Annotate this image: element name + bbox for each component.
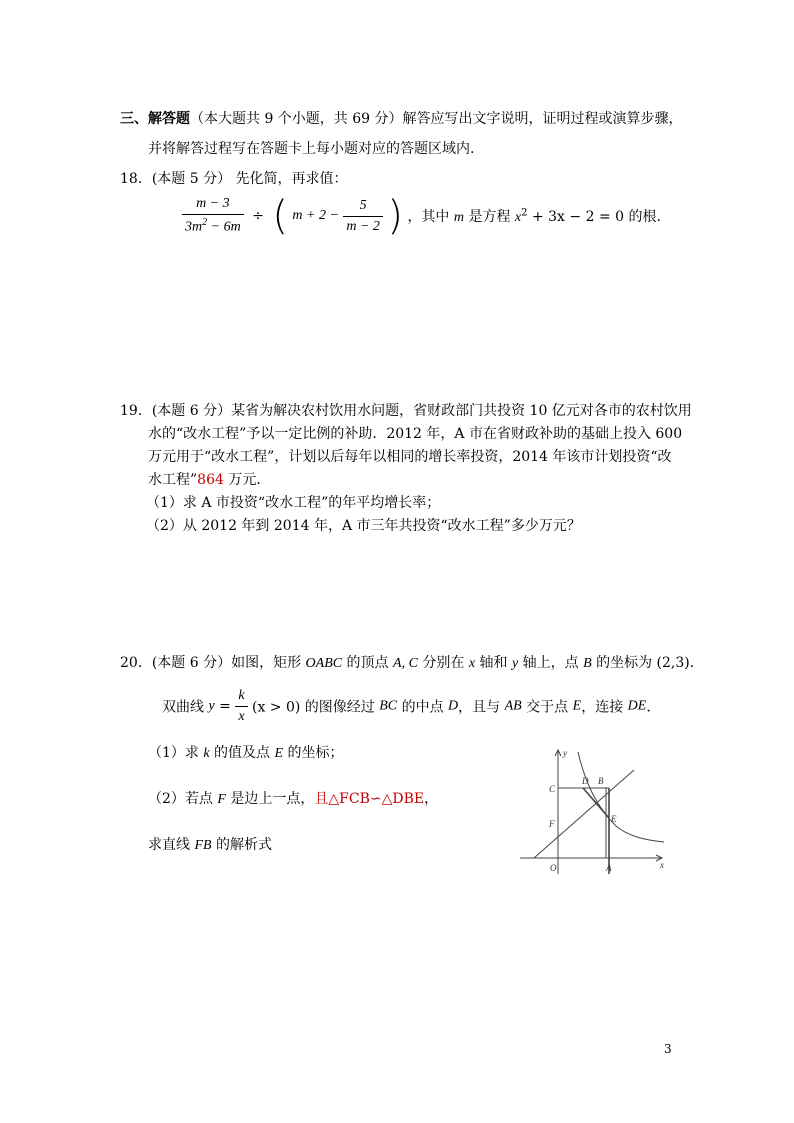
- q20-similarity-condition: 且△FCB∽△DBE: [314, 791, 425, 807]
- label-f: F: [549, 819, 555, 829]
- q18-fraction-1-denominator: $3m^2 - 6m$: [185, 217, 241, 235]
- q20-sub-1: （1）求 k 的值及点 E 的坐标；: [148, 745, 344, 761]
- q18-header: 18．(本题 5 分） 先化简，再求值：: [120, 171, 348, 187]
- q18-left-paren: (: [272, 193, 288, 239]
- q18-fraction-2-numerator: 5: [343, 198, 383, 217]
- segment-de: [583, 788, 609, 818]
- q19-line-1: 19．(本题 6 分）某省为解决农村饮用水问题，省财政部门共投资 10 亿元对各市的农村饮用: [120, 403, 692, 419]
- q19-line-3: 万元用于“改水工程”，计划以后每年以相同的增长率投资，2014 年该市计划投资“改: [148, 449, 672, 465]
- label-e: E: [611, 814, 617, 824]
- section-heading: 三、解答题: [120, 111, 190, 127]
- label-y: y: [563, 748, 567, 758]
- q20-line-1: 20．(本题 6 分）如图，矩形 OABC 的顶点 A, C 分别在 x 轴和 y 轴上，点 B 的坐标为 (2,3)．: [120, 655, 704, 671]
- q18-fraction-2-denominator: m − 2: [346, 218, 380, 234]
- section-intro-1: （本大题共 9 个小题，共 69 分）解答应写出文字说明，证明过程或演算步骤，: [190, 111, 683, 127]
- q19-amount-864: 864: [197, 472, 224, 488]
- q18-expression: [182, 193, 661, 239]
- q19-line-2: 水的“改水工程”予以一定比例的补助．2012 年，A 市在省财政补助的基础上投入 600: [148, 426, 683, 442]
- q19-sub-2: （2）从 2012 年到 2014 年，A 市三年共投资“改水工程”多少万元？: [146, 518, 581, 534]
- q20-figure: [516, 746, 672, 878]
- q18-divide-sign: ÷: [252, 208, 264, 224]
- section-intro-2: 并将解答过程写在答题卡上每小题对应的答题区域内.: [148, 141, 475, 157]
- section-heading-line: [120, 108, 683, 128]
- q18-m-plus-2: m + 2 −: [292, 208, 339, 223]
- label-d: D: [582, 776, 589, 786]
- q20-sub-2: （2）若点 F 是边上一点，且△FCB∽△DBE，: [148, 791, 439, 807]
- label-o: O: [550, 863, 557, 873]
- q18-right-paren: ): [387, 193, 403, 239]
- q18-condition: ，其中 m 是方程 $x^2 + 3x - 2 = 0$ 的根.: [407, 207, 661, 225]
- q20-fraction-k-over-x: $\frac{k}{x}$: [235, 688, 247, 725]
- q20-sub-3: 求直线 FB 的解析式: [148, 837, 273, 853]
- label-a: A: [606, 863, 612, 873]
- label-x: x: [660, 860, 664, 870]
- q20-line-2: 双曲线 y = $\frac{k}{x}$ (x > 0) 的图像经过 BC 的中点 D，且与 AB 交于点 E，连接 DE．: [162, 688, 661, 724]
- label-b: B: [598, 776, 604, 786]
- q18-fraction-1-numerator: m − 3: [182, 196, 244, 215]
- label-c: C: [549, 784, 556, 794]
- q18-fraction-2: [343, 198, 383, 235]
- page-number: 3: [664, 1042, 672, 1056]
- q18-fraction-1: [182, 196, 244, 236]
- q19-line-4: 水工程”864 万元．: [148, 472, 271, 488]
- q19-sub-1: （1）求 A 市投资“改水工程”的年平均增长率；: [146, 495, 441, 511]
